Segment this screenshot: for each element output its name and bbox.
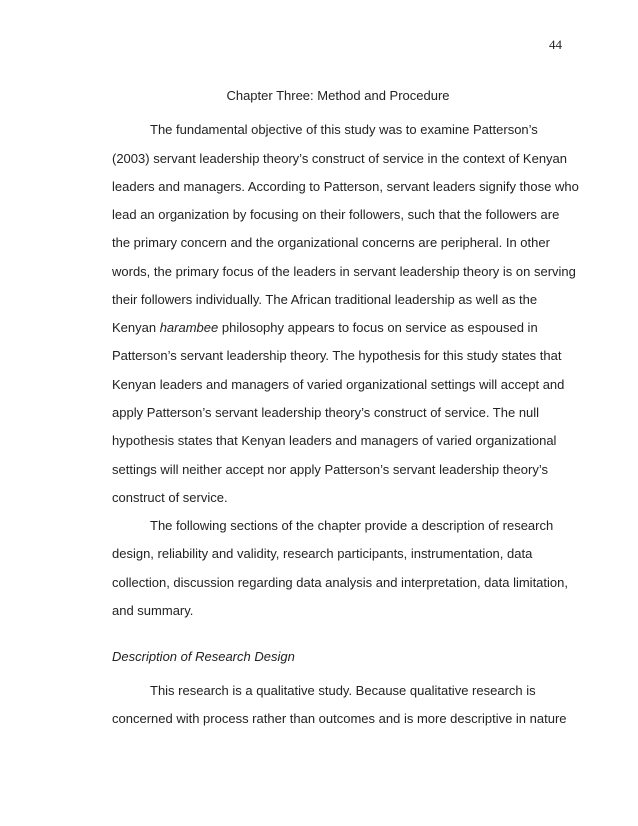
chapter-heading: Chapter Three: Method and Procedure xyxy=(226,88,450,103)
paragraph-3-line: concerned with process rather than outcomes and is more descriptive in nature xyxy=(112,711,567,726)
paragraph-1-line: Patterson’s servant leadership theory. The hypothesis for this study states that xyxy=(112,348,562,363)
line-text: Kenyan xyxy=(112,320,160,335)
paragraph-2-line: design, reliability and validity, research participants, instrumentation, data xyxy=(112,546,533,561)
page-number: 44 xyxy=(549,37,562,52)
paragraph-1-line: construct of service. xyxy=(112,490,228,505)
paragraph-2-line: and summary. xyxy=(112,603,194,618)
paragraph-2-line: The following sections of the chapter provide a description of research xyxy=(150,518,554,533)
paragraph-3-line: This research is a qualitative study. Because qualitative research is xyxy=(150,683,536,698)
paragraph-1-line: The fundamental objective of this study was to examine Patterson’s xyxy=(150,122,538,137)
paragraph-2-line: collection, discussion regarding data analysis and interpretation, data limitation, xyxy=(112,575,568,590)
paragraph-1-line xyxy=(112,320,538,336)
paragraph-1-line: apply Patterson’s servant leadership theory’s construct of service. The null xyxy=(112,405,540,420)
paragraph-1-line: words, the primary focus of the leaders in servant leadership theory is on serving xyxy=(112,264,576,279)
italic-term: harambee xyxy=(159,320,219,335)
paragraph-1-line: hypothesis states that Kenyan leaders and managers of varied organizational xyxy=(112,433,557,448)
line-text: philosophy appears to focus on service as espoused in xyxy=(218,320,538,335)
paragraph-1-line: their followers individually. The African traditional leadership as well as the xyxy=(112,292,538,307)
paragraph-1-line: (2003) servant leadership theory’s construct of service in the context of Kenyan xyxy=(112,151,568,166)
paragraph-1-line: leaders and managers. According to Patterson, servant leaders signify those who xyxy=(112,179,579,194)
paragraph-1-line: Kenyan leaders and managers of varied organizational settings will accept and xyxy=(112,377,565,392)
paragraph-1-line: lead an organization by focusing on their followers, such that the followers are xyxy=(112,207,560,222)
section-subheading: Description of Research Design xyxy=(112,649,295,664)
paragraph-1-line: the primary concern and the organizational concerns are peripheral. In other xyxy=(112,235,550,250)
paragraph-1-line: settings will neither accept nor apply Patterson’s servant leadership theory’s xyxy=(112,462,548,477)
